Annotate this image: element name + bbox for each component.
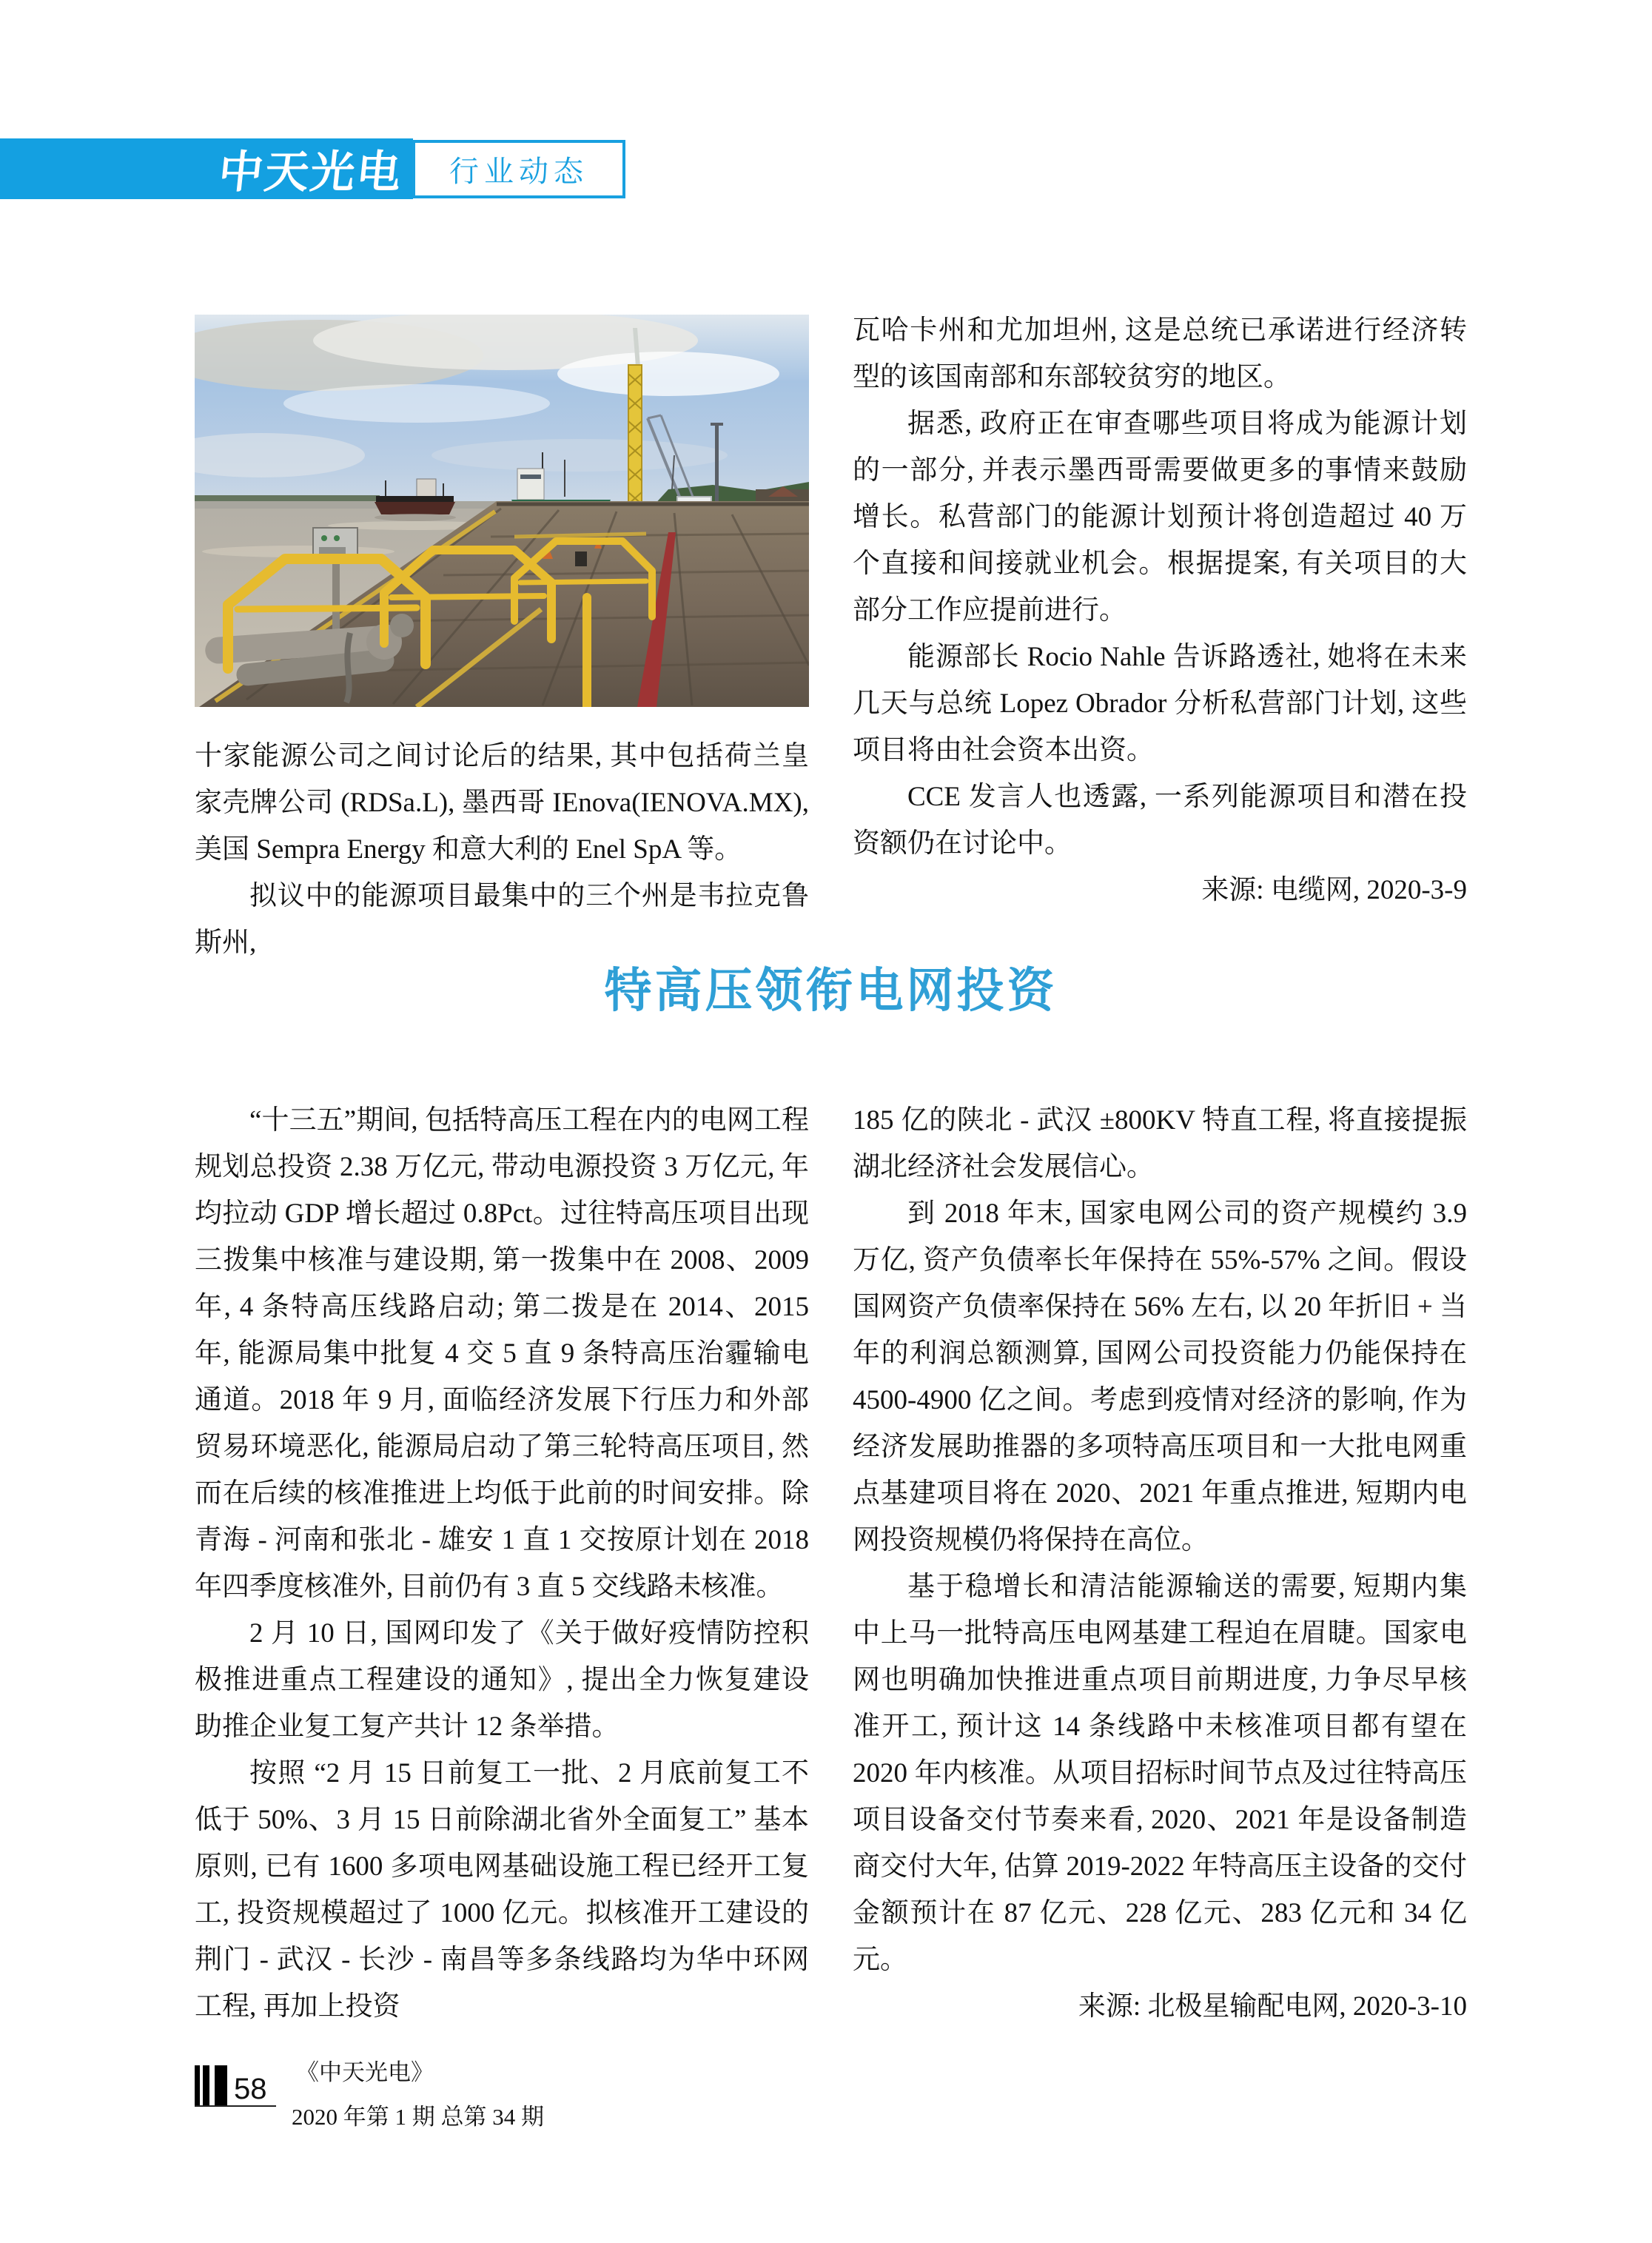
- paragraph: 基于稳增长和清洁能源输送的需要, 短期内集中上马一批特高压电网基建工程迫在眉睫。国家电网也明确加快推进重点项目前期进度, 力争尽早核准开工, 预计这 14 条线路中未核准项目都有望在 2020 年内核准。从项目招标时间节点及过往特高压项目设备交付节奏来看, 2020、2021 年是设备制造商交付大年, 估算 2019-2022 年特高压主设备的交付金额预计在 87 亿元、228 亿元、283 亿元和 34 亿元。: [853, 1572, 1467, 1975]
- paragraph: 按照 “2 月 15 日前复工一批、2 月底前复工不低于 50%、3 月 15 日前除湖北省外全面复工” 基本原则, 已有 1600 多项电网基础设施工程已经开工复工, 投资规模超过了 1000 亿元。拟核准开工建设的荆门 - 武汉 - 长沙 - 南昌等多条线路均为华中环网工程, 再加上投资: [195, 1758, 809, 2022]
- dock-photo-art: [195, 315, 809, 707]
- article1-left-column: [195, 733, 809, 966]
- dock-photo: [195, 315, 809, 707]
- section-label: 行业动态: [449, 155, 588, 188]
- paragraph: 瓦哈卡州和尤加坦州, 这是总统已承诺进行经济转型的该国南部和东部较贫穷的地区。: [853, 315, 1467, 392]
- paragraph: 能源部长 Rocio Nahle 告诉路透社, 她将在未来几天与总统 Lopez Obrador 分析私营部门计划, 这些项目将由社会资本出资。: [853, 642, 1467, 765]
- article2-source: 来源: 北极星输配电网, 2020-3-10: [1078, 1991, 1467, 2022]
- paragraph: 十家能源公司之间讨论后的结果, 其中包括荷兰皇家壳牌公司 (RDSa.L), 墨西哥 IEnova(IENOVA.MX), 美国 Sempra Energy 和意大利的 Enel SpA 等。: [195, 741, 809, 865]
- paragraph: 拟议中的能源项目最集中的三个州是韦拉克鲁斯州,: [195, 881, 809, 958]
- section-label-box: [412, 140, 625, 198]
- paragraph: “十三五”期间, 包括特高压工程在内的电网工程规划总投资 2.38 万亿元, 带动电源投资 3 万亿元, 年均拉动 GDP 增长超过 0.8Pct。过往特高压项目出现三拨集中核准与建设期, 第一拨集中在 2008、2009 年, 4 条特高压线路启动; 第二拨是在 2014、2015 年, 能源局集中批复 4 交 5 直 9 条特高压治霾输电通道。2018 年 9 月, 面临经济发展下行压力和外部贸易环境恶化, 能源局启动了第三轮特高压项目, 然而在后续的核准推进上均低于此前的时间安排。除青海 - 河南和张北 - 雄安 1 直 1 交按原计划在 2018 年四季度核准外, 目前仍有 3 直 5 交线路未核准。: [195, 1105, 809, 1602]
- paragraph: 到 2018 年末, 国家电网公司的资产规模约 3.9 万亿, 资产负债率长年保持在 55%-57% 之间。假设国网资产负债率保持在 56% 左右, 以 20 年折旧 + 当年的利润总额测算, 国网公司投资能力仍能保持在 4500-4900 亿之间。考虑到疫情对经济的影响, 作为经济发展助推器的多项特高压项目和一大批电网重点基建项目将在 2020、2021 年重点推进, 短期内电网投资规模仍将保持在高位。: [853, 1198, 1467, 1555]
- paragraph: CCE 发言人也透露, 一系列能源项目和潜在投资额仍在讨论中。: [853, 782, 1467, 859]
- article1-right-column: [853, 307, 1467, 913]
- footer-issue-info: 2020 年第 1 期 总第 34 期: [292, 2104, 544, 2130]
- paragraph: 2 月 10 日, 国网印发了《关于做好疫情防控积极推进重点工程建设的通知》, 提出全力恢复建设助推企业复工复产共计 12 条举措。: [195, 1618, 809, 1742]
- article2-right-column: [853, 1097, 1467, 2030]
- article1-source: 来源: 电缆网, 2020-3-9: [1201, 875, 1467, 905]
- journal-logo: 中天光电: [216, 148, 405, 197]
- footer-journal-name: 《中天光电》: [296, 2059, 434, 2085]
- article2-title: 特高压领衔电网投资: [604, 965, 1058, 1017]
- header-bar: [0, 138, 413, 199]
- paragraph: 据悉, 政府正在审查哪些项目将成为能源计划的一部分, 并表示墨西哥需要做更多的事情来鼓励增长。私营部门的能源计划预计将创造超过 40 万个直接和间接就业机会。根据提案, 有关项目的大部分工作应提前进行。: [853, 409, 1467, 626]
- footer-rule: [195, 2105, 276, 2107]
- page-number: 58: [234, 2073, 267, 2105]
- article2-left-column: [195, 1097, 809, 2030]
- paragraph: 185 亿的陕北 - 武汉 ±800KV 特直工程, 将直接提振湖北经济社会发展信心。: [853, 1105, 1467, 1182]
- bollard: [575, 551, 587, 566]
